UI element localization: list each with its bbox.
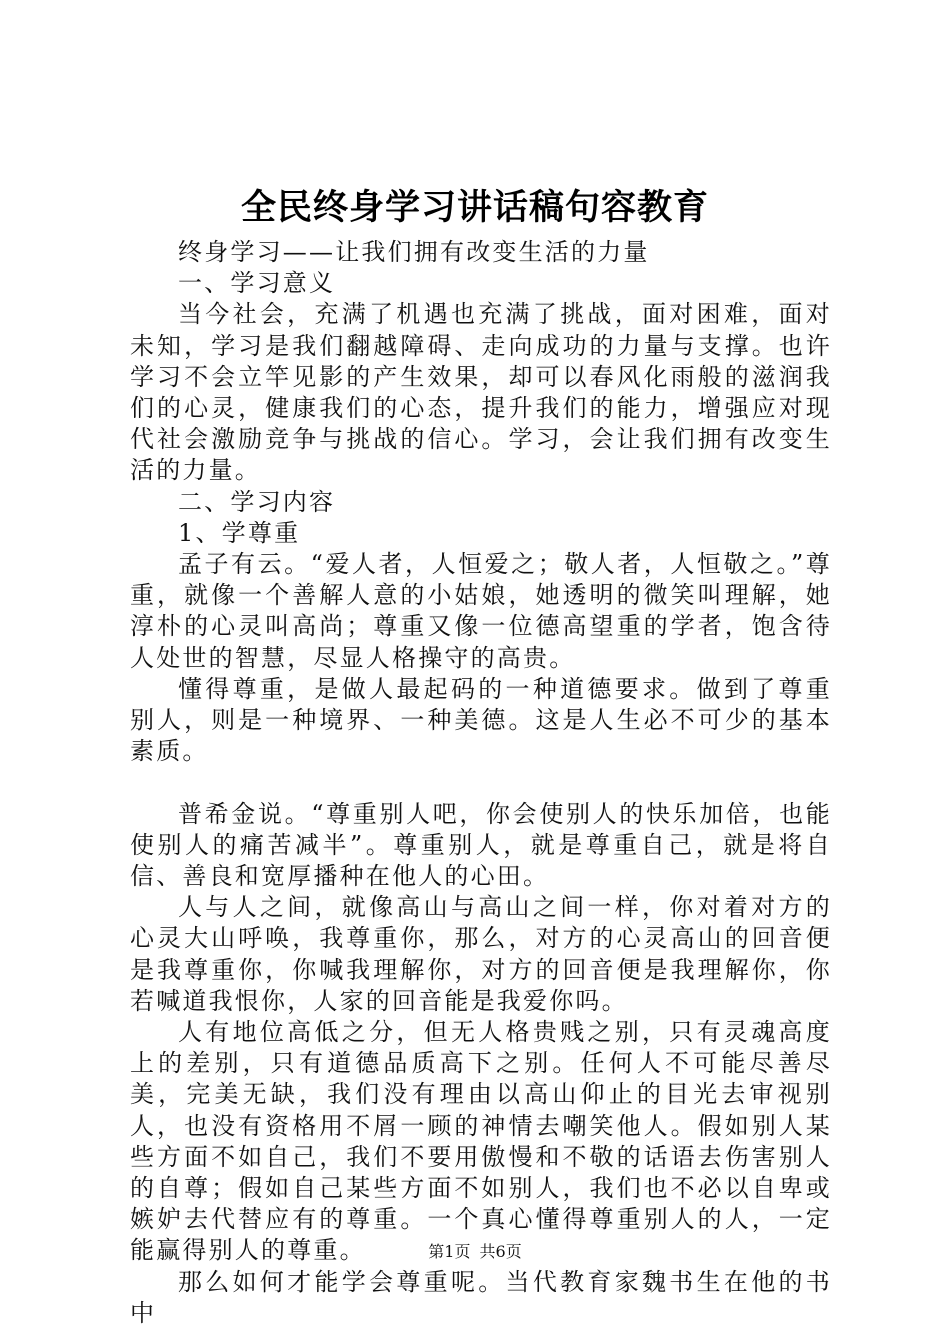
blank-line [130,767,832,798]
body-paragraph: 懂得尊重，是做人最起码的一种道德要求。做到了尊重别人，则是一种境界、一种美德。这是人生必不可少的基本素质。 [130,674,832,766]
page-total: 共6页 [479,1242,522,1261]
body-paragraph: 那么如何才能学会尊重呢。当代教育家魏书生在他的书中 [130,1267,832,1327]
section-heading: 一、学习意义 [178,269,336,298]
page-number: 第1页 [428,1242,471,1261]
subsection-heading: 1、学尊重 [178,518,301,547]
body-paragraph: 人有地位高低之分，但无人格贵贱之别，只有灵魂高度上的差别，只有道德品质高下之别。任何人不可能尽善尽美，完美无缺，我们没有理由以高山仰止的目光去审视别人，也没有资格用不屑一顾的神情去嘲笑他人。假如别人某些方面不如自己，我们不要用傲慢和不敬的话语去伤害别人的自尊；假如自己某些方面不如别人，我们也不必以自卑或嫉妒去代替应有的尊重。一个真心懂得尊重别人的人，一定能赢得别人的尊重。 [130,1018,832,1265]
subtitle-paragraph: 终身学习——让我们拥有改变生活的力量 [178,238,650,266]
section-heading: 二、学习内容 [178,487,336,516]
document-body [130,237,832,1329]
body-paragraph: 普希金说。“尊重别人吧，你会使别人的快乐加倍，也能使别人的痛苦减半”。尊重别人，就是尊重自己，就是将自信、善良和宽厚播种在他人的心田。 [130,799,832,891]
body-paragraph: 人与人之间，就像高山与高山之间一样，你对着对方的心灵大山呼唤，我尊重你，那么，对方的心灵高山的回音便是我尊重你，你喊我理解你，对方的回音便是我理解你，你若喊道我恨你，人家的回音能是我爱你吗。 [130,893,832,1015]
body-paragraph: 当今社会，充满了机遇也充满了挑战，面对困难，面对未知，学习是我们翻越障碍、走向成功的力量与支撑。也许学习不会立竿见影的产生效果，却可以春风化雨般的滋润我们的心灵，健康我们的心态，提升我们的能力，增强应对现代社会激励竞争与挑战的信心。学习，会让我们拥有改变生活的力量。 [130,300,832,485]
body-paragraph: 孟子有云。“爱人者，人恒爱之；敬人者，人恒敬之。”尊重，就像一个善解人意的小姑娘，她透明的微笑叫理解，她淳朴的心灵叫高尚；尊重又像一位德高望重的学者，饱含待人处世的智慧，尽显人格操守的高贵。 [130,550,832,672]
page-footer [0,1241,950,1263]
document-title: 全民终身学习讲话稿句容教育 [240,187,709,228]
